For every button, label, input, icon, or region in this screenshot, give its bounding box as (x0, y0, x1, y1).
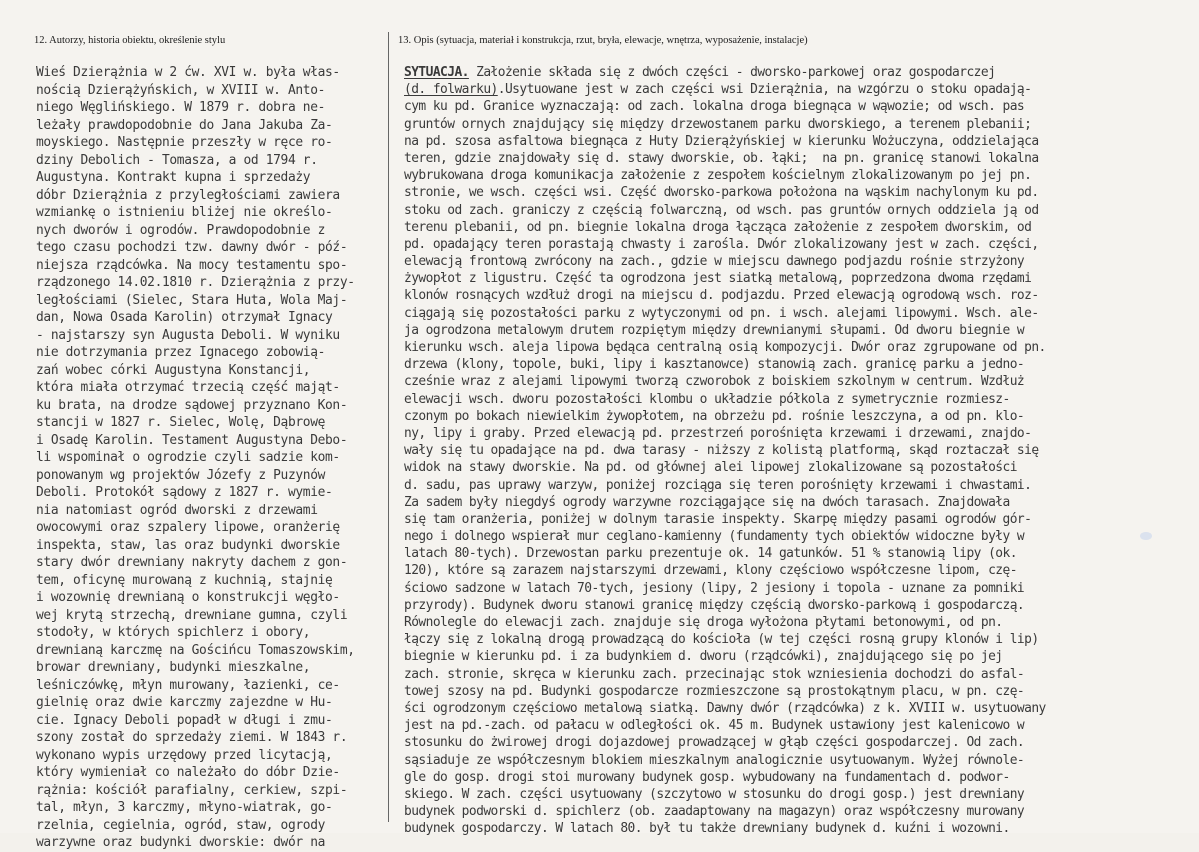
history-line: tem, oficynę murowaną z kuchnią, stajnię (36, 572, 333, 588)
description-line: latach 80-tych). Drzewostan parku prezentuje ok. 14 gatunków. 51 % stanowią lipy (ok. (404, 546, 1017, 562)
history-line: tego czasu pochodzi tzw. dawny dwór - póź- (36, 240, 348, 255)
history-line: leśniczówkę, młyn murowany, łazienki, ce- (36, 677, 340, 693)
description-line: stronie, we wsch. części wsi. Część dworsko-parkowa położona na wąskim nachylonym ku pd. (404, 185, 1039, 201)
description-line: klonów rosnących wzdłuż drogi na miejscu d. podjazdu. Przed elewacją ogrodową wsch. roz- (404, 288, 1039, 304)
description-line: ciągają się pozostałości parku z wytyczonymi od pn. i wsch. alejami lipowymi. Wsch. ale- (404, 305, 1039, 321)
description-line: na pd. szosa asfaltowa biegnąca z Huty Dzierążyńskiej w kierunku Wożuczyna, oddzielająca (404, 133, 1039, 149)
history-line: warzywne oraz budynki dworskie: dwór na (36, 835, 326, 850)
history-line: cie. Ignacy Deboli popadł w długi i zmu- (36, 712, 333, 728)
history-line: dziny Debolich - Tomasza, a od 1794 r. (36, 152, 318, 168)
history-line: owocowymi oraz szpalery lipowe, oranżerię (36, 520, 340, 535)
history-line: dan, Nowa Osada Karolin) otrzymał Ignacy (36, 310, 333, 325)
description-line: przyrody). Budynek dworu stanowi granicę między częścią dworsko-parkową i gospodarczą. (404, 597, 1025, 613)
description-line: kierunku wsch. aleja lipowa będąca centralną osią kompozycji. Dwór oraz zgrupowane od pn. (404, 340, 1046, 355)
history-line: rządzonego 14.02.1810 r. Dzierążnia z przy- (36, 275, 355, 290)
description-line: pd. opadający teren porastają chwasty i zarośla. Dwór zlokalizowany jest w zach. części, (404, 236, 1039, 252)
history-line: gielnię oraz dwie karczmy zajezdne w Hu- (36, 695, 333, 710)
description-line: Za sadem były niegdyś ogrody warzywne rozciągające się na dwóch tarasach. Znajdowała (404, 494, 1010, 510)
description-line: Równolegle do elewacji zach. znajduje się droga wyłożona płytami betonowymi, od pn. (404, 615, 1003, 630)
description-line: ja ogrodzona metalowym drutem rozpiętym między drewnianymi słupami. Od dworu biegnie w (404, 322, 1025, 338)
description-line: gruntów ornych znajdujący się między drzewostanem parku dworskiego, a terenem plebanii; (404, 116, 1032, 132)
description-line-text: Założenie składa się z dwóch części - dworsko-parkowej oraz gospodarczej (468, 65, 996, 80)
column-divider (388, 32, 389, 822)
description-line: ny, lipy i graby. Przed elewacją pd. przestrzeń porośnięta krzewami i drzewami, znajdo- (404, 425, 1032, 441)
description-line: zach. stronie, skręca w kierunku zach. przecinając stok wzniesienia dochodzi do asfal- (404, 666, 1025, 682)
description-line: teren, gdzie znajdowały się d. stawy dworskie, ob. łąki; na pn. granicę stanowi lokalna (404, 150, 1039, 166)
description-line: drzewa (klony, topole, buki, lipy i kasztanowce) stanowią zach. granicę parku a jedno- (404, 357, 1025, 373)
description-line: nego i dolnego wspierał mur ceglano-kamienny (fundamenty tych obiektów widoczne były w (404, 529, 1025, 545)
description-line-text: .Usytuowane jest w zach części wsi Dzierążnia, na wzgórzu o stoku opadają- (497, 82, 1032, 98)
description-line: towej szosy na pd. Budynki gospodarcze rozmieszczone są prostokątnym placu, w pn. czę- (404, 683, 1025, 699)
history-line: leżały prawdopodobnie do Jana Jakuba Za- (36, 117, 333, 133)
left-column-title: 12. Autorzy, historia obiektu, określenie stylu (34, 35, 226, 46)
history-line: drewnianą karczmę na Gościńcu Tomaszowskim, (36, 642, 355, 658)
description-line: ściowo sadzone w latach 70-tych, jesiony (lipy, 2 jesiony i topola - uznane za pomniki (404, 580, 1025, 596)
ink-blot (1140, 532, 1152, 540)
description-line: łączy się z lokalną drogą prowadzącą do kościoła (w tej części rosną grupy klonów i lip) (404, 632, 1039, 648)
history-line: wykonano wypis urzędowy przed licytacją, (36, 747, 333, 763)
history-line: Augustyna. Kontrakt kupna i sprzedaży (36, 170, 311, 185)
description-line: biegnie w kierunku pd. i za budynkiem d. dworu (rządcówki), znajdującego się po jej (404, 649, 1003, 665)
description-text-column (404, 64, 1194, 837)
description-line: 120), które są zarazem najstarszymi drzewami, klony częściowo współczesne lipom, czę- (404, 563, 1017, 579)
history-line: ponowanym wg projektów Józefy z Puzynów (36, 467, 326, 483)
history-line: niejsza rządcówka. Na mocy testamentu spo- (36, 257, 348, 273)
history-line: i Osadę Karolin. Testament Augustyna Debo- (36, 432, 348, 448)
description-line: czonym po bokach niewielkim żywopłotem, na obrzeżu pd. rośnie leszczyna, a od pn. klo- (404, 408, 1025, 424)
description-line: ści ogrodzonym częściowo metalową siatką. Dawny dwór (rządcówka) z k. XVIII w. usytuowany (404, 700, 1046, 716)
description-line (404, 81, 1194, 98)
history-line: która miała otrzymać trzecią część mająt- (36, 380, 340, 395)
history-line: nością Dzierążyńskich, w XVIII w. Anto- (36, 82, 326, 98)
history-line: zań wobec córki Augustyna Konstancji, (36, 362, 311, 378)
history-line: nia natomiast ogród dworski z drzewami (36, 502, 318, 518)
right-column-title: 13. Opis (sytuacja, materiał i konstrukcja, rzut, bryła, elewacje, wnętrza, wyposażenie, instalacje) (398, 35, 808, 46)
description-line (404, 64, 1194, 81)
history-line: szony został do sprzedaży ziemi. W 1843 r. (36, 730, 348, 745)
description-line: d. sadu, pas uprawy warzyw, poniżej rozciąga się teren porośnięty krzewami i chwastami. (404, 477, 1032, 493)
description-line: budynek gospodarczy. W latach 80. był tu także drewniany budynek d. kuźni i wozowni. (404, 821, 1010, 837)
description-line: się tam oranżeria, poniżej w dolnym tarasie inspekty. Skarpę między pasami ogrodów gór- (404, 511, 1032, 527)
description-line: sąsiaduje ze współczesnym blokiem mieszkalnym analogicznie usytuowanym. Wyżej równole- (404, 752, 1025, 768)
history-line: stodoły, w których spichlerz i obory, (36, 625, 311, 640)
description-line: jest na pd.-zach. od pałacu w odległości ok. 45 m. Budynek ustawiony jest kalenicowo w (404, 718, 1025, 734)
history-line: nie dotrzymania przez Ignacego zobowią- (36, 345, 326, 360)
history-line: nych dworów i ogrodów. Prawdopodobnie z (36, 222, 326, 238)
history-line: Wieś Dzierążnia w 2 ćw. XVI w. była włas- (36, 65, 340, 80)
history-line: tal, młyn, 3 karczmy, młyno-wiatrak, go- (36, 800, 333, 815)
description-line: żywopłot z ligustru. Część ta ogrodzona jest siatką metalową, poprzedzona dwoma rzędami (404, 271, 1032, 287)
history-line: stancji w 1827 r. Sielec, Wolę, Dąbrowę (36, 415, 326, 430)
history-line: rążnia: kościół parafialny, cerkiew, szpi- (36, 782, 348, 798)
history-line: moyskiego. Następnie przeszły w ręce ro- (36, 135, 333, 150)
description-line: wybrukowana droga komunikacja założenie z zespołem kościelnym zlokalizowanym po jej pn. (404, 168, 1032, 184)
history-line: niego Węglińskiego. W 1879 r. dobra ne- (36, 100, 326, 115)
description-line: elewacji wsch. dworu pozostałości klombu o układzie półkola z symetrycznie rozmiesz- (404, 391, 1010, 407)
history-line: inspekta, staw, las oraz budynki dworskie (36, 537, 340, 553)
history-line: ku brata, na drodze sądowej przyznano Kon- (36, 397, 348, 413)
description-line: terenu plebanii, od pn. biegnie lokalna droga łącząca założenie z zespołem dworskim, od (404, 219, 1032, 235)
description-line: cym ku pd. Granice wyznaczają: od zach. lokalna droga biegnąca w wąwozie; od wsch. pas (404, 99, 1025, 115)
description-line: widok na stawy dworskie. Na pd. od głównej alei lipowej zlokalizowane są pozostałości (404, 460, 1017, 476)
history-line: i wozownię drewnianą o konstrukcji węgło- (36, 590, 340, 605)
description-line: stoku od zach. graniczy z częścią folwarczną, od wsch. pas gruntów ornych oddziela ją od (404, 202, 1039, 218)
description-line: elewacją frontową zwrócony na zach., gdzie w miejscu dawnego podjazdu rośnie strzyżony (404, 254, 1025, 270)
history-line: ległościami (Sielec, Stara Huta, Wola Maj- (36, 292, 348, 308)
section-lead-situation: SYTUACJA. (404, 65, 469, 80)
history-line: Deboli. Protokół sądowy z 1827 r. wymie- (36, 485, 333, 500)
description-line: gle do gosp. drogi stoi murowany budynek gosp. wybudowany na fundamentach d. podwor- (404, 769, 1010, 785)
history-line: wej krytą strzechą, drewniane gumna, czyli (36, 607, 348, 623)
description-line: stosunku do żwirowej drogi dojazdowej prowadzącej w głąb części gospodarczej. Od zach. (404, 735, 1025, 751)
description-line: skiego. W zach. części usytuowany (szczytowo w stosunku do drogi gosp.) jest drewniany (404, 786, 1025, 802)
description-line: cześnie wraz z alejami lipowymi tworzą czworobok z boiskiem szkolnym w centrum. Wzdłuż (404, 374, 1025, 390)
description-line: wały się tu opadające na pd. dwa tarasy - niższy z kolistą platformą, skąd roztaczał się (404, 443, 1039, 459)
history-line: browar drewniany, budynki mieszkalne, (36, 660, 311, 675)
underlined-term: (d. folwarku) (404, 82, 498, 98)
history-line: rzelnia, cegielnia, ogród, staw, ogrody (36, 817, 326, 833)
history-line: stary dwór drewniany nakryty dachem z gon- (36, 555, 348, 570)
history-line: - najstarszy syn Augusta Deboli. W wyniku (36, 327, 340, 343)
history-line: dóbr Dzierążnia z przyległościami zawiera (36, 187, 340, 203)
history-line: wzmiankę o istnieniu bliżej nie określo- (36, 205, 333, 220)
history-text-column (36, 64, 386, 852)
description-line: budynek podworski d. spichlerz (ob. zaadaptowany na magazyn) oraz współczesny murowany (404, 804, 1025, 820)
history-line: li wspominał o ogrodzie czyli sadzie kom- (36, 450, 340, 465)
history-line: który wymieniał co należało do dóbr Dzie- (36, 765, 340, 780)
